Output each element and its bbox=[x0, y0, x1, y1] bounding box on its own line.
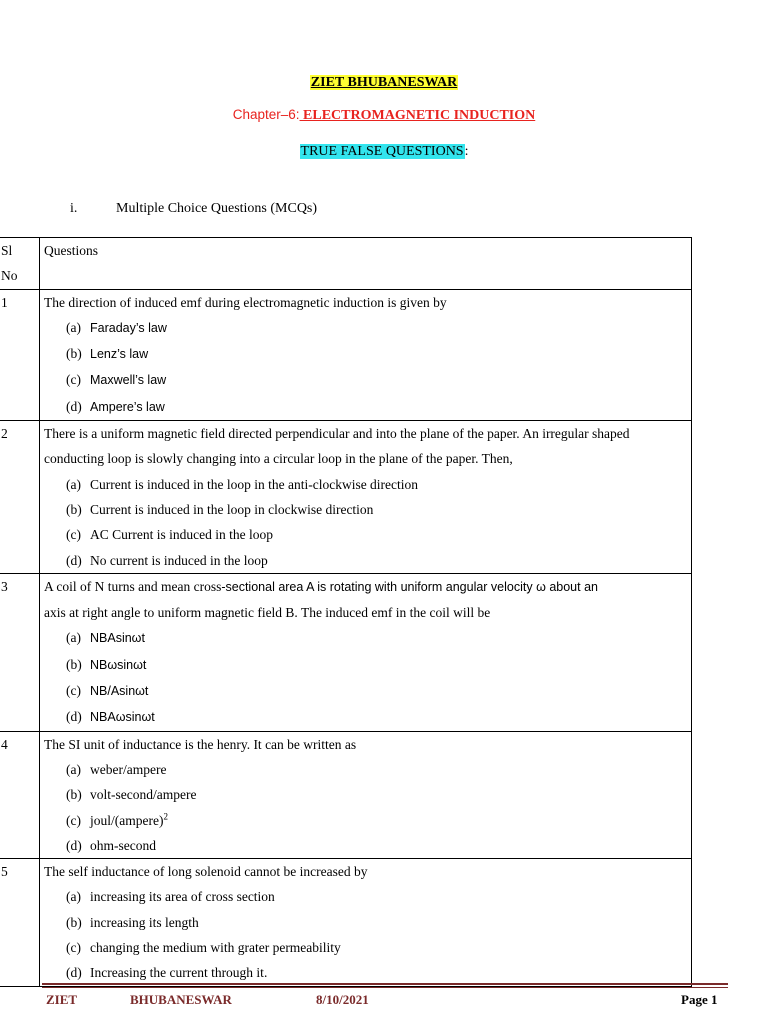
question-text: There is a uniform magnetic field directed perpendicular and into the plane of the paper. An irregular shaped conducting loop is slowly changing into a circular loop in the plane of the paper. Then, bbox=[44, 426, 630, 467]
option-item bbox=[44, 548, 685, 573]
question-cell bbox=[40, 289, 692, 420]
header-questions: Questions bbox=[40, 238, 692, 290]
questions-table bbox=[0, 237, 692, 987]
chapter-heading bbox=[0, 107, 768, 124]
section-title: Multiple Choice Questions (MCQs) bbox=[116, 201, 318, 216]
option-label: (a) bbox=[66, 761, 81, 777]
option-text: NBωsinωt bbox=[90, 657, 147, 672]
option-label: (b) bbox=[66, 787, 82, 803]
option-label: (b) bbox=[66, 501, 82, 517]
option-text: NBAωsinωt bbox=[90, 710, 155, 725]
table-row bbox=[0, 421, 692, 574]
option-item bbox=[44, 704, 685, 730]
option-text: increasing its area of cross section bbox=[90, 889, 275, 905]
option-text: Ampere’s law bbox=[90, 399, 165, 414]
option-label: (a) bbox=[66, 889, 81, 905]
table-header-row bbox=[0, 238, 692, 290]
option-label: (d) bbox=[66, 398, 82, 414]
option-item bbox=[44, 652, 685, 678]
question-cell bbox=[40, 421, 692, 574]
option-item bbox=[44, 341, 685, 367]
option-label: (a) bbox=[66, 476, 81, 492]
option-label: (b) bbox=[66, 346, 82, 362]
option-text: weber/ampere bbox=[90, 761, 167, 777]
option-text: joul/(ampere) bbox=[90, 812, 164, 828]
option-text: Lenz’s law bbox=[90, 347, 149, 362]
option-label: (d) bbox=[66, 709, 82, 725]
option-superscript: 2 bbox=[163, 811, 168, 822]
question-cell bbox=[40, 859, 692, 986]
option-item bbox=[44, 884, 685, 909]
option-label: (c) bbox=[66, 683, 81, 699]
footer-city: BHUBANESWAR bbox=[130, 992, 232, 1007]
option-item bbox=[44, 910, 685, 935]
header-sl: Sl bbox=[1, 243, 13, 258]
row-number: 1 bbox=[0, 289, 40, 420]
row-number: 5 bbox=[0, 859, 40, 986]
footer-date: 8/10/2021 bbox=[316, 992, 369, 1007]
option-item bbox=[44, 315, 685, 341]
option-item bbox=[44, 625, 685, 651]
section-heading-text: TRUE FALSE QUESTIONS bbox=[300, 144, 464, 159]
table-row bbox=[0, 731, 692, 858]
question-text-part: -sectional area A is rotating with uniform angular velocity ω about an bbox=[221, 579, 598, 594]
section-heading-suffix: : bbox=[464, 144, 469, 159]
option-label: (d) bbox=[66, 837, 82, 853]
option-item bbox=[44, 808, 685, 833]
row-number: 4 bbox=[0, 731, 40, 858]
question-cell bbox=[40, 573, 692, 731]
document-title-text: ZIET BHUBANESWAR bbox=[310, 75, 458, 90]
option-text: Faraday’s law bbox=[90, 320, 167, 335]
chapter-title: ELECTROMAGNETIC INDUCTION bbox=[299, 108, 536, 123]
option-item bbox=[44, 935, 685, 960]
option-item bbox=[44, 497, 685, 522]
question-text-part: axis at right angle to uniform magnetic field B. The induced emf in the coil will be bbox=[44, 605, 491, 621]
option-item bbox=[44, 367, 685, 393]
option-label: (a) bbox=[66, 319, 81, 335]
option-label: (c) bbox=[66, 527, 81, 543]
option-text: Current is induced in the loop in the anti-clockwise direction bbox=[90, 476, 419, 492]
option-label: (b) bbox=[66, 656, 82, 672]
option-text: Maxwell’s law bbox=[90, 373, 167, 388]
table-row bbox=[0, 573, 692, 731]
option-text: changing the medium with grater permeability bbox=[90, 940, 341, 956]
footer-org: ZIET bbox=[46, 992, 78, 1007]
option-text: volt-second/ampere bbox=[90, 787, 197, 803]
option-text: AC Current is induced in the loop bbox=[90, 527, 273, 543]
option-text: NB/Asinωt bbox=[90, 684, 149, 699]
option-text: NBAsinωt bbox=[90, 631, 145, 646]
option-text: Increasing the current through it. bbox=[90, 965, 268, 981]
row-number: 2 bbox=[0, 421, 40, 574]
option-label: (b) bbox=[66, 914, 82, 930]
document-title bbox=[0, 75, 768, 91]
question-text: The SI unit of inductance is the henry. It can be written as bbox=[44, 736, 357, 752]
question-text-part: A coil of N turns and mean cross bbox=[44, 578, 222, 594]
mcq-section-label bbox=[70, 201, 317, 217]
option-label: (a) bbox=[66, 630, 81, 646]
option-label: (c) bbox=[66, 812, 81, 828]
question-text: The direction of induced emf during electromagnetic induction is given by bbox=[44, 294, 447, 310]
section-heading bbox=[0, 144, 768, 160]
option-item bbox=[44, 522, 685, 547]
option-label: (c) bbox=[66, 372, 81, 388]
row-number: 3 bbox=[0, 573, 40, 731]
option-text: Current is induced in the loop in clockwise direction bbox=[90, 501, 374, 517]
option-label: (d) bbox=[66, 965, 82, 981]
option-label: (c) bbox=[66, 940, 81, 956]
question-cell bbox=[40, 731, 692, 858]
option-label: (d) bbox=[66, 552, 82, 568]
option-item bbox=[44, 833, 685, 858]
option-item bbox=[44, 394, 685, 420]
footer-page-number: Page 1 bbox=[681, 992, 718, 1007]
option-text: ohm-second bbox=[90, 837, 156, 853]
option-item bbox=[44, 472, 685, 497]
chapter-prefix: Chapter–6: bbox=[232, 107, 300, 122]
table-row bbox=[0, 289, 692, 420]
option-text: No current is induced in the loop bbox=[90, 552, 268, 568]
header-sl-no bbox=[0, 238, 40, 290]
option-item bbox=[44, 782, 685, 807]
question-text: The self inductance of long solenoid cannot be increased by bbox=[44, 864, 368, 880]
table-row bbox=[0, 859, 692, 986]
question-text bbox=[44, 574, 685, 626]
option-item bbox=[44, 678, 685, 704]
footer-divider-thin bbox=[42, 987, 728, 988]
header-no: No bbox=[1, 268, 18, 284]
section-number: i. bbox=[70, 201, 78, 216]
option-text: increasing its length bbox=[90, 914, 199, 930]
footer-divider bbox=[42, 983, 728, 985]
option-item bbox=[44, 960, 685, 985]
option-item bbox=[44, 757, 685, 782]
